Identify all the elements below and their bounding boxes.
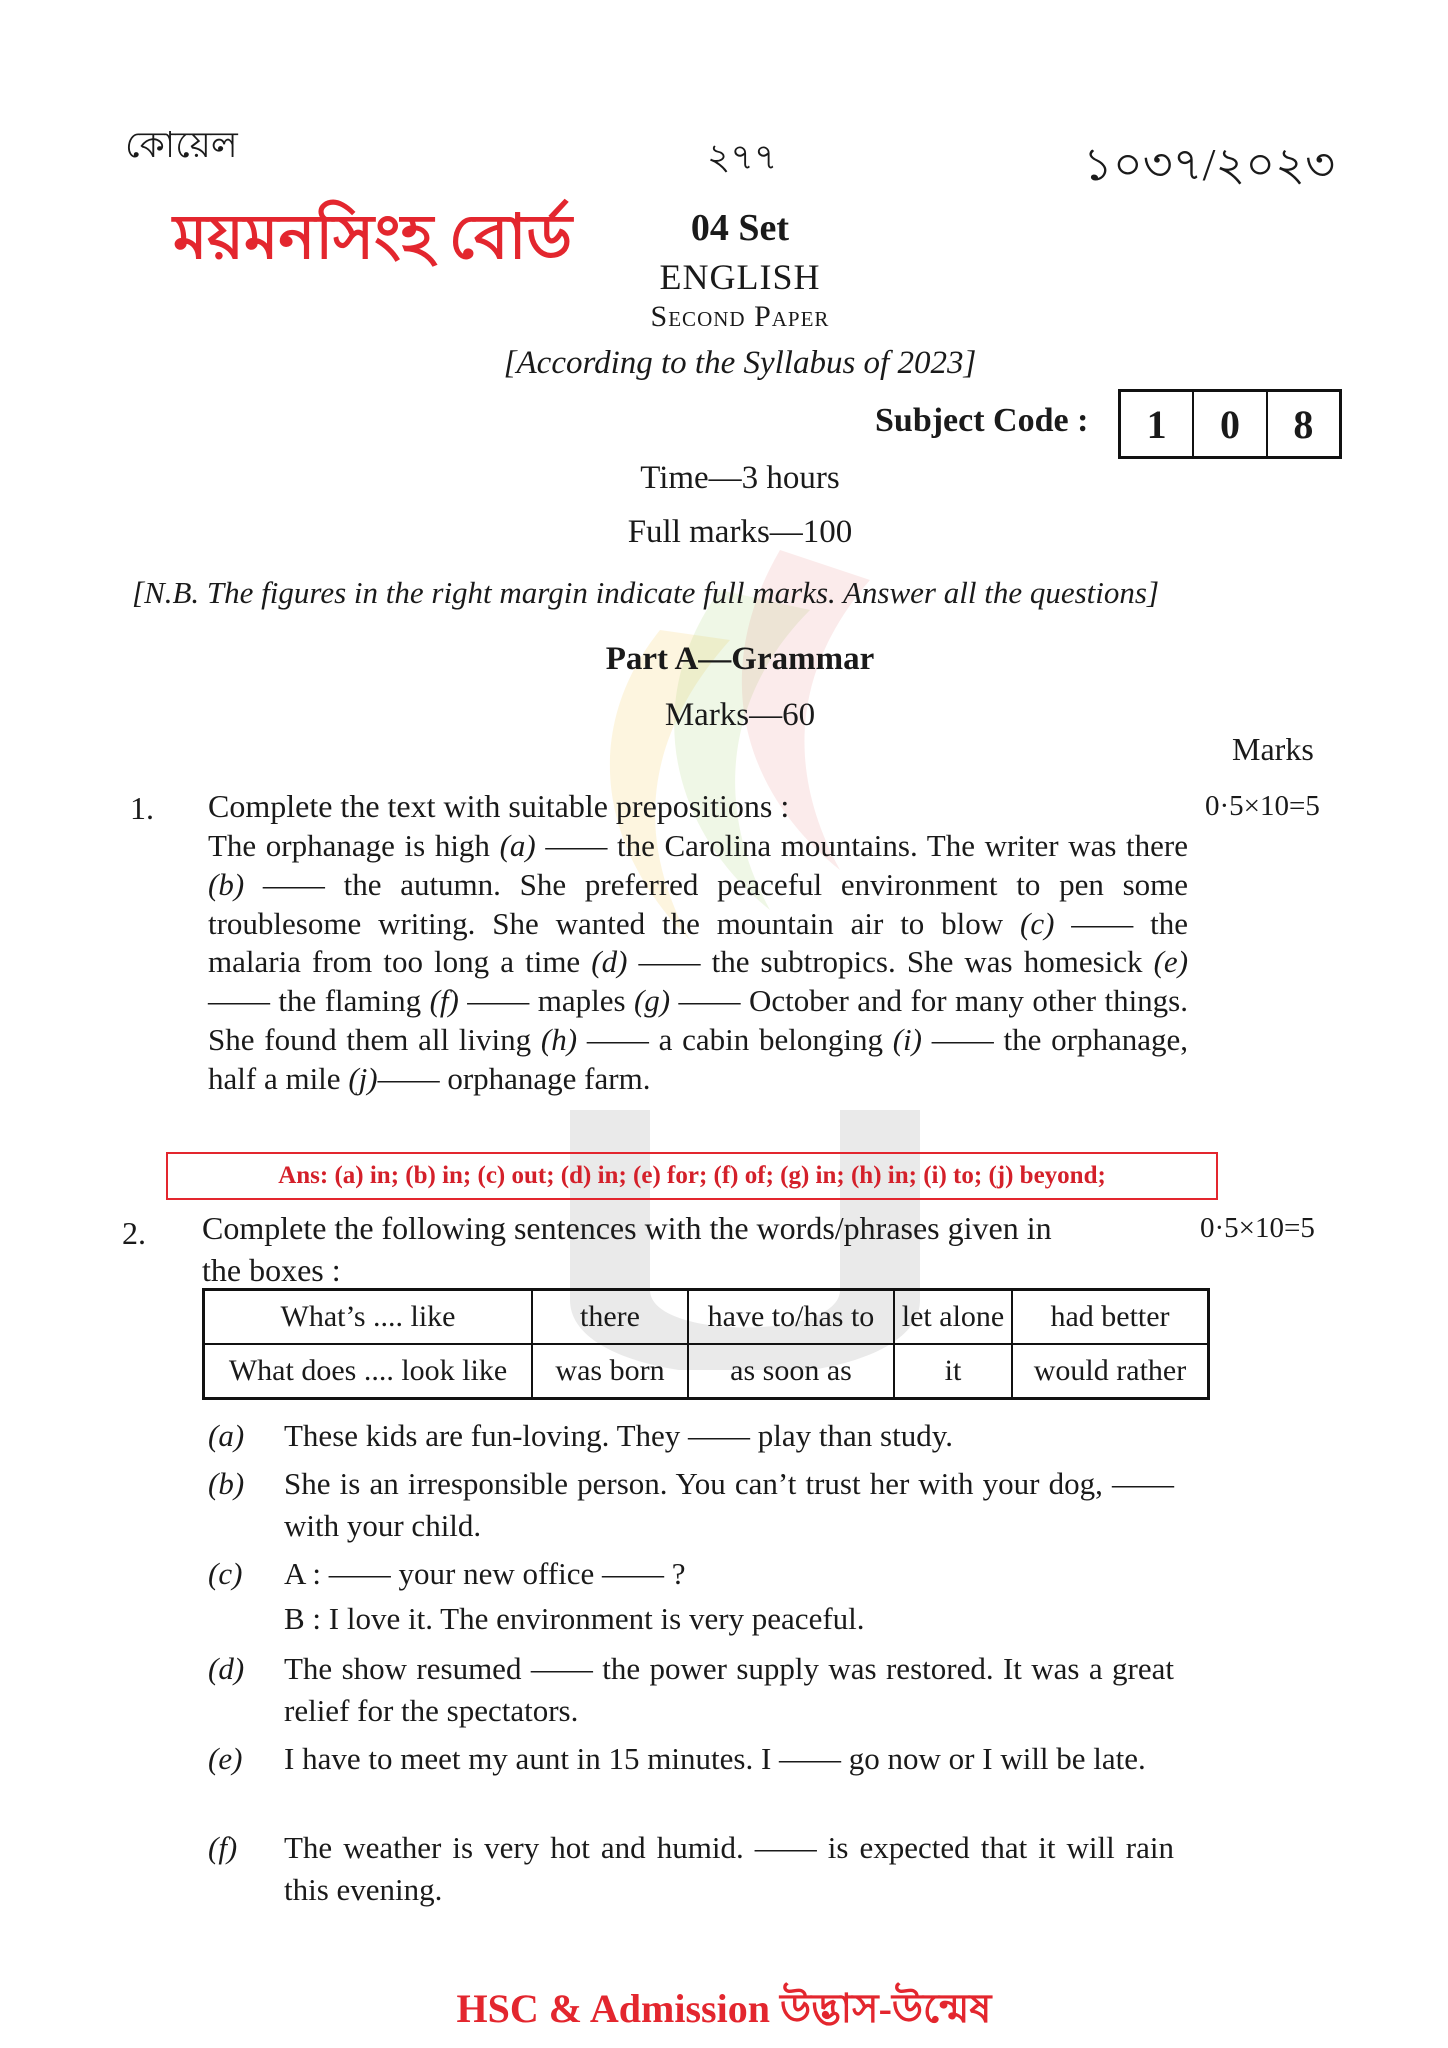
table-cell: would rather (1012, 1344, 1209, 1399)
item-label: (c) (208, 1556, 243, 1591)
table-cell: had better (1012, 1290, 1209, 1345)
passage-text: —— the autumn. She preferred peaceful environment to pen some troublesome writing. She wanted the mountain air to blow (208, 866, 1188, 941)
question-title-continued: the boxes : (202, 1252, 341, 1288)
item-text: The weather is very hot and humid. —— is expected that it will rain this evening. (284, 1830, 1174, 1907)
blank-label: (b) (208, 866, 245, 902)
blank-label: (d) (591, 944, 628, 980)
passage-text: —— the malaria from too long a time (208, 905, 1188, 980)
question-title: Complete the text with suitable prepositions : (208, 788, 790, 824)
set-label: 04 Set (690, 207, 790, 249)
question-marks: 0·5×10=5 (1200, 1212, 1315, 1244)
table-cell: let alone (894, 1290, 1012, 1345)
blank-label: (j) (348, 1060, 378, 1096)
blank-label: (f) (429, 983, 459, 1019)
passage-text: —— a cabin belonging (577, 1021, 893, 1057)
passage-text: —— October and for many other things. She found them all living (208, 983, 1188, 1057)
item-label: (a) (208, 1418, 245, 1453)
table-cell: there (532, 1290, 688, 1345)
page-number: ২৭৭ (707, 137, 778, 177)
table-row (204, 1344, 1209, 1399)
marks-column-header: Marks (1232, 731, 1314, 767)
passage-text: The orphanage is high (208, 828, 500, 863)
item-label: (f) (208, 1830, 238, 1865)
question-title: Complete the following sentences with the words/phrases given in (202, 1210, 1052, 1246)
item-text: These kids are fun-loving. They —— play than study. (284, 1418, 953, 1453)
table-cell: as soon as (688, 1344, 894, 1399)
passage-text: —— maples (458, 983, 634, 1019)
blank-label: (g) (633, 983, 671, 1019)
subject-code-digit: 0 (1194, 392, 1267, 456)
subject-code-digit: 8 (1293, 401, 1314, 447)
answer-box: Ans: (a) in; (b) in; (c) out; (d) in; (e) for; (f) of; (g) in; (h) in; (i) to; (j) beyond; (166, 1152, 1218, 1200)
question-passage (208, 827, 1188, 1099)
item-label: (b) (208, 1466, 245, 1501)
question-number: 2. (122, 1215, 146, 1251)
blank-label: (a) (499, 828, 536, 863)
item-text: A : —— your new office —— ? (284, 1556, 686, 1591)
table-cell: What does .... look like (204, 1344, 533, 1399)
item-text-line2: B : I love it. The environment is very peaceful. (284, 1601, 865, 1636)
full-marks-label: Full marks—100 (627, 514, 853, 550)
table-cell: it (894, 1344, 1012, 1399)
table-cell: was born (532, 1344, 688, 1399)
blank-label: (h) (540, 1021, 578, 1057)
item-text: I have to meet my aunt in 15 minutes. I —— go now or I will be late. (284, 1741, 1146, 1776)
subject-code-box (1118, 389, 1342, 459)
passage-text: —— the Carolina mountains. The writer was there (535, 828, 1188, 863)
item-label: (e) (208, 1741, 243, 1776)
item-text: The show resumed —— the power supply was restored. It was a great relief for the spectators. (284, 1651, 1174, 1728)
question-marks: 0·5×10=5 (1205, 790, 1320, 822)
instruction-note: [N.B. The figures in the right margin indicate full marks. Answer all the questions] (132, 575, 1160, 610)
item-text: She is an irresponsible person. You can’t trust her with your dog, —— with your child. (284, 1466, 1174, 1543)
paper-title: Second Paper (650, 300, 830, 333)
table-row (204, 1290, 1209, 1345)
passage-text: —— orphanage farm. (377, 1060, 651, 1096)
subject-code-digit: 1 (1121, 392, 1194, 456)
part-title: Part A—Grammar (605, 641, 875, 677)
blank-label: (i) (892, 1021, 922, 1057)
board-name: ময়মনসিংহ বোর্ড (173, 204, 573, 272)
blank-label: (c) (1020, 905, 1055, 941)
syllabus-note: [According to the Syllabus of 2023] (503, 345, 977, 381)
subject-code-label: Subject Code : (875, 402, 1089, 439)
item-label: (d) (208, 1651, 245, 1686)
question-number: 1. (130, 790, 154, 826)
passage-text: —— the subtropics. She was homesick (627, 944, 1154, 980)
part-marks: Marks—60 (664, 697, 816, 733)
header-left-label: কোয়েল (125, 125, 238, 165)
passage-text: —— the flaming (208, 983, 430, 1019)
word-box-table (202, 1288, 1210, 1400)
passage-text: —— the orphanage, half a mile (208, 1021, 1188, 1096)
footer-brand: HSC & Admission উদ্ভাস-উন্মেষ (456, 1986, 992, 2031)
subject-title: ENGLISH (659, 257, 821, 297)
time-label: Time—3 hours (640, 460, 840, 496)
table-cell: have to/has to (688, 1290, 894, 1345)
blank-label: (e) (1153, 944, 1189, 980)
table-cell: What’s .... like (204, 1290, 533, 1345)
exam-code: ১০৩৭/২০২৩ (1083, 139, 1335, 190)
